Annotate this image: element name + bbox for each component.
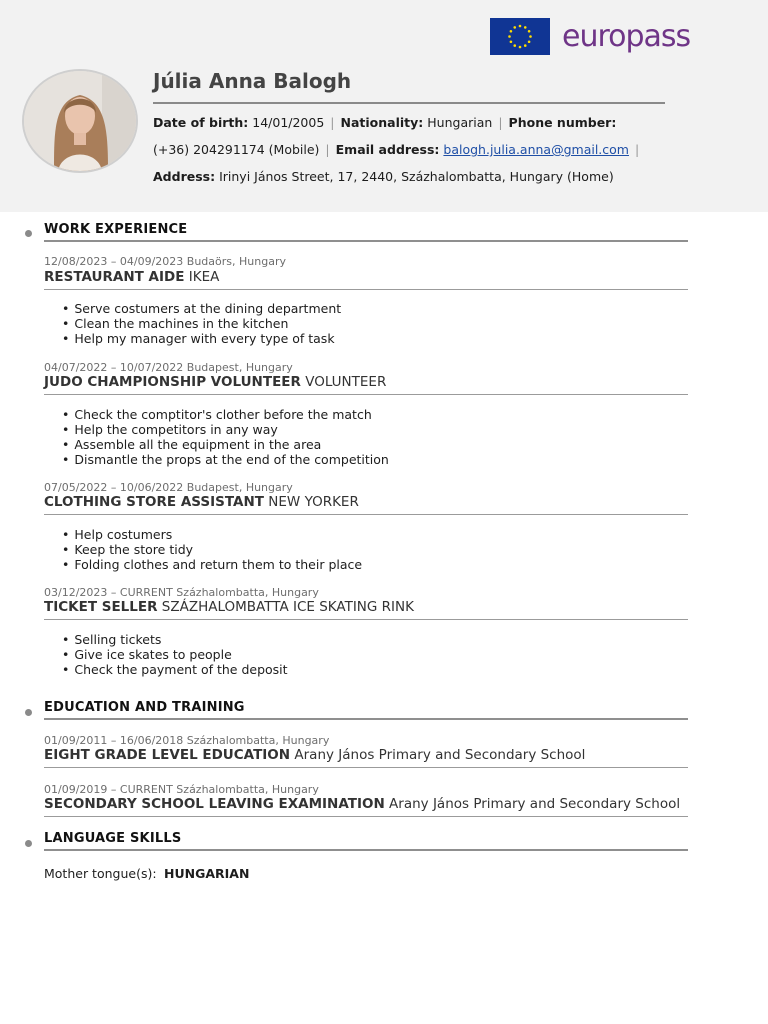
bullet-item: • Check the payment of the deposit — [62, 662, 288, 677]
entry-institution: Arany János Primary and Secondary School — [294, 747, 586, 763]
dob-label: Date of birth: — [153, 115, 249, 130]
entry-role: EIGHT GRADE LEVEL EDUCATION — [44, 747, 291, 763]
entry-date: 03/12/2023 – CURRENT Százhalombatta, Hungary — [44, 586, 319, 599]
entry-bullets — [62, 632, 288, 677]
phone-value: (+36) 204291174 (Mobile) — [153, 142, 320, 157]
bullet-item: • Folding clothes and return them to their place — [62, 557, 362, 572]
separator: | — [330, 115, 335, 130]
phone-label: Phone number: — [508, 115, 617, 130]
entry-title — [44, 795, 680, 813]
personal-info-line-3 — [153, 169, 614, 185]
bullet-item: • Selling tickets — [62, 632, 288, 647]
address-value: Irinyi János Street, 17, 2440, Százhalombatta, Hungary (Home) — [219, 169, 614, 184]
mother-tongue-value: HUNGARIAN — [164, 866, 250, 881]
person-name: Júlia Anna Balogh — [153, 69, 352, 93]
separator: | — [634, 142, 640, 157]
section-divider — [44, 849, 688, 851]
entry-date: 04/07/2022 – 10/07/2022 Budapest, Hungary — [44, 361, 293, 374]
profile-photo — [22, 69, 138, 173]
section-bullet — [25, 709, 32, 716]
section-title-languages: LANGUAGE SKILLS — [44, 831, 182, 846]
section-title-work: WORK EXPERIENCE — [44, 222, 188, 237]
separator: | — [498, 115, 503, 130]
bullet-item: • Give ice skates to people — [62, 647, 288, 662]
entry-employer: SZÁZHALOMBATTA ICE SKATING RINK — [161, 599, 414, 615]
entry-divider — [44, 816, 688, 817]
entry-divider — [44, 394, 688, 395]
europass-logo: europass — [562, 19, 691, 54]
bullet-item: • Assemble all the equipment in the area — [62, 437, 389, 452]
dob-value: 14/01/2005 — [252, 115, 325, 130]
entry-bullets — [62, 407, 389, 467]
entry-role: TICKET SELLER — [44, 599, 158, 615]
entry-title — [44, 268, 219, 286]
entry-divider — [44, 767, 688, 768]
section-bullet — [25, 230, 32, 237]
entry-role: SECONDARY SCHOOL LEAVING EXAMINATION — [44, 796, 385, 812]
entry-title — [44, 598, 414, 616]
personal-info-line-1 — [153, 115, 616, 131]
header — [0, 0, 768, 212]
entry-date: 01/09/2019 – CURRENT Százhalombatta, Hungary — [44, 783, 319, 796]
eu-flag-icon — [490, 18, 550, 55]
section-divider — [44, 718, 688, 720]
entry-title — [44, 373, 386, 391]
entry-bullets — [62, 527, 362, 572]
entry-divider — [44, 619, 688, 620]
bullet-item: • Help my manager with every type of task — [62, 331, 341, 346]
mother-tongue-label: Mother tongue(s): — [44, 866, 157, 881]
nationality-value: Hungarian — [427, 115, 493, 130]
section-title-education: EDUCATION AND TRAINING — [44, 700, 245, 715]
section-bullet — [25, 840, 32, 847]
bullet-item: • Help the competitors in any way — [62, 422, 389, 437]
entry-role: RESTAURANT AIDE — [44, 269, 185, 285]
entry-institution: Arany János Primary and Secondary School — [389, 796, 681, 812]
bullet-item: • Check the comptitor's clother before the match — [62, 407, 389, 422]
bullet-item: • Serve costumers at the dining department — [62, 301, 341, 316]
divider — [153, 102, 665, 104]
bullet-item: • Help costumers — [62, 527, 362, 542]
entry-bullets — [62, 301, 341, 346]
bullet-item: • Dismantle the props at the end of the competition — [62, 452, 389, 467]
address-label: Address: — [153, 169, 216, 184]
entry-employer: VOLUNTEER — [305, 374, 387, 390]
nationality-label: Nationality: — [340, 115, 424, 130]
entry-date: 01/09/2011 – 16/06/2018 Százhalombatta, Hungary — [44, 734, 330, 747]
entry-title — [44, 493, 359, 511]
bullet-item: • Clean the machines in the kitchen — [62, 316, 341, 331]
entry-divider — [44, 514, 688, 515]
email-link[interactable]: balogh.julia.anna@gmail.com — [443, 142, 629, 157]
entry-title — [44, 746, 585, 764]
entry-employer: IKEA — [188, 269, 220, 285]
entry-divider — [44, 289, 688, 290]
entry-employer: NEW YORKER — [268, 494, 359, 510]
entry-date: 07/05/2022 – 10/06/2022 Budapest, Hungary — [44, 481, 293, 494]
entry-role: JUDO CHAMPIONSHIP VOLUNTEER — [44, 374, 301, 390]
bullet-item: • Keep the store tidy — [62, 542, 362, 557]
separator: | — [325, 142, 330, 157]
email-label: Email address: — [335, 142, 440, 157]
section-divider — [44, 240, 688, 242]
entry-role: CLOTHING STORE ASSISTANT — [44, 494, 264, 510]
personal-info-line-2 — [153, 142, 645, 158]
entry-date: 12/08/2023 – 04/09/2023 Budaörs, Hungary — [44, 255, 286, 268]
